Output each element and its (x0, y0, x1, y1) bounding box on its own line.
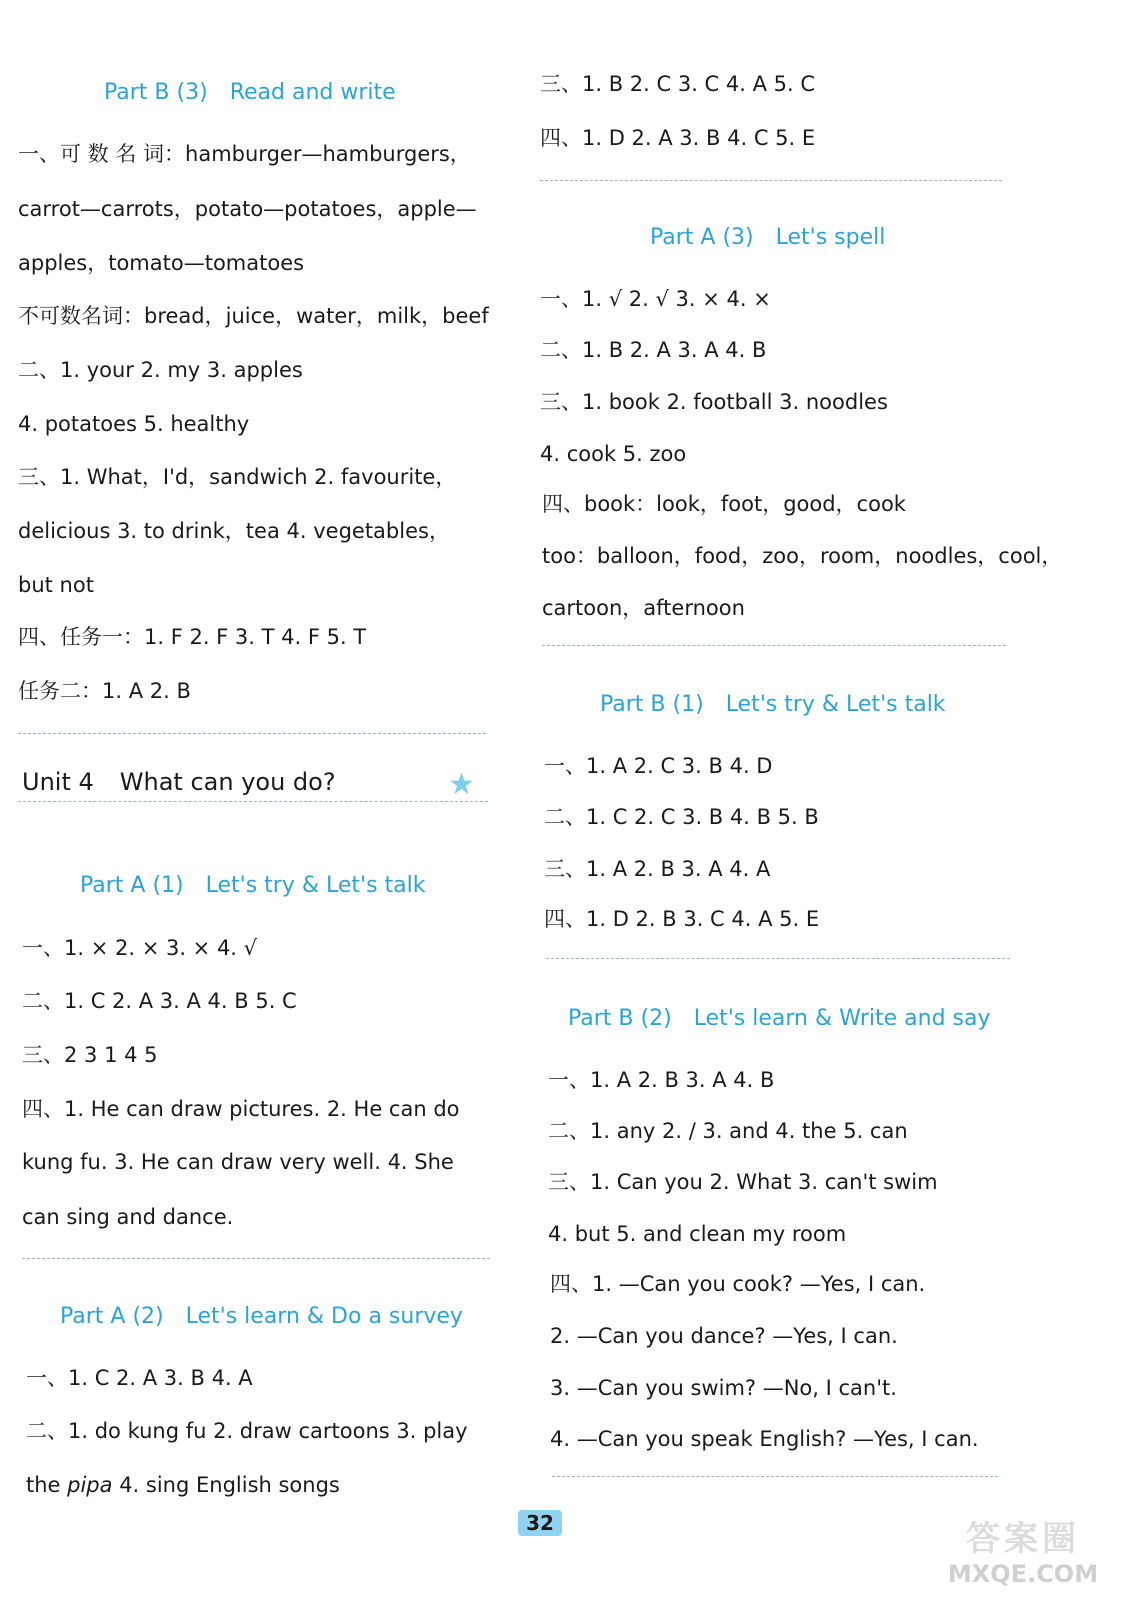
answer-line: 三、2 3 1 4 5 (22, 1043, 158, 1067)
section-name-label: Let's try & Let's talk (205, 873, 426, 898)
section-name-label: Let's learn & Do a survey (185, 1304, 463, 1329)
answer-line: 4. but 5. and clean my room (548, 1222, 847, 1246)
answer-line: 2. —Can you dance? —Yes, I can. (550, 1324, 898, 1348)
section-name-label: Read and write (229, 80, 396, 105)
answer-line: 四、1. D 2. A 3. B 4. C 5. E (540, 126, 816, 150)
section-part-label: Part B (2) (568, 1006, 672, 1031)
watermark-logo-text: 答案圈 (966, 1519, 1080, 1559)
section-divider (18, 801, 488, 802)
answer-line: carrot—carrots，potato—potatoes，apple— (18, 197, 477, 221)
section-name-label: Let's learn & Write and say (693, 1006, 991, 1031)
section-divider (18, 733, 486, 734)
answer-line (26, 1471, 340, 1499)
section-title-part-b-2 (568, 1006, 991, 1031)
section-name-label: Let's spell (775, 225, 886, 250)
answer-text-italic: pipa (67, 1473, 113, 1497)
section-divider (22, 1258, 490, 1259)
answer-line: 三、1. What，I'd，sandwich 2. favourite， (18, 465, 457, 489)
answer-line: delicious 3. to drink，tea 4. vegetables， (18, 519, 450, 543)
answer-line: 一、1. √ 2. √ 3. × 4. × (540, 287, 771, 311)
section-divider (552, 1476, 998, 1477)
watermark-url: MXQE.COM (947, 1560, 1099, 1588)
section-part-label: Part A (2) (60, 1304, 164, 1329)
section-title-part-a-1 (80, 873, 426, 898)
answer-line: 四、1. —Can you cook? —Yes, I can. (550, 1272, 926, 1296)
answer-line: 4. cook 5. zoo (540, 442, 687, 466)
answer-line: 四、1. D 2. B 3. C 4. A 5. E (544, 907, 820, 931)
answer-line: 一、1. C 2. A 3. B 4. A (26, 1366, 253, 1390)
answer-line: but not (18, 573, 94, 597)
answer-line: 二、1. any 2. / 3. and 4. the 5. can (548, 1119, 908, 1143)
answer-line: 一、可 数 名 词：hamburger—hamburgers， (18, 142, 471, 166)
answer-line: 三、1. Can you 2. What 3. can't swim (548, 1170, 938, 1194)
section-part-label: Part A (1) (80, 873, 184, 898)
section-title-part-b-1 (600, 692, 946, 717)
section-part-label: Part A (3) (650, 225, 754, 250)
section-title-part-a-2 (60, 1304, 463, 1329)
section-title-part-a-3 (650, 225, 885, 250)
answer-line: 二、1. C 2. A 3. A 4. B 5. C (22, 989, 297, 1013)
answer-line: 四、任务一：1. F 2. F 3. T 4. F 5. T (18, 625, 367, 649)
watermark (938, 1511, 1108, 1591)
answer-line: 任务二：1. A 2. B (18, 679, 191, 703)
answer-line: 三、1. A 2. B 3. A 4. A (544, 857, 771, 881)
answer-line: 二、1. do kung fu 2. draw cartoons 3. play (26, 1419, 468, 1443)
answer-line: 4. —Can you speak English? —Yes, I can. (550, 1427, 979, 1451)
answer-line: 二、1. B 2. A 3. A 4. B (540, 338, 767, 362)
answer-line: 一、1. A 2. B 3. A 4. B (548, 1068, 775, 1092)
section-name-label: Let's try & Let's talk (725, 692, 946, 717)
section-title-part-b-3 (104, 80, 396, 105)
unit-number: Unit 4 (22, 768, 94, 796)
answer-line: 三、1. book 2. football 3. noodles (540, 390, 888, 414)
section-divider (542, 645, 1006, 646)
answer-line: 四、book：look，foot，good，cook (542, 492, 906, 516)
answer-line: 二、1. your 2. my 3. apples (18, 358, 303, 382)
section-part-label: Part B (3) (104, 80, 208, 105)
star-icon: ★ (448, 767, 475, 802)
page-number: 32 (518, 1510, 562, 1536)
answer-text: 4. sing English songs (112, 1473, 340, 1497)
answer-line: 二、1. C 2. C 3. B 4. B 5. B (544, 805, 819, 829)
answer-line: too：balloon，food，zoo，room，noodles，cool， (542, 544, 1063, 568)
answer-line: 不可数名词：bread，juice，water，milk，beef (18, 304, 489, 328)
section-part-label: Part B (1) (600, 692, 704, 717)
answer-text: the (26, 1473, 68, 1497)
answer-line: 一、1. × 2. × 3. × 4. √ (22, 936, 258, 960)
answer-line: 3. —Can you swim? —No, I can't. (550, 1376, 897, 1400)
answer-line: 一、1. A 2. C 3. B 4. D (544, 754, 773, 778)
answer-line: kung fu. 3. He can draw very well. 4. She (22, 1150, 454, 1174)
section-divider (540, 180, 1002, 181)
answer-line: apples，tomato—tomatoes (18, 251, 305, 275)
unit-title (22, 768, 336, 796)
unit-name: What can you do? (119, 768, 336, 796)
answer-line: can sing and dance. (22, 1205, 234, 1229)
answer-line: 4. potatoes 5. healthy (18, 412, 250, 436)
answer-line: cartoon，afternoon (542, 596, 745, 620)
section-divider (546, 958, 1010, 959)
answer-line: 三、1. B 2. C 3. C 4. A 5. C (540, 72, 816, 96)
answer-line: 四、1. He can draw pictures. 2. He can do (22, 1097, 460, 1121)
